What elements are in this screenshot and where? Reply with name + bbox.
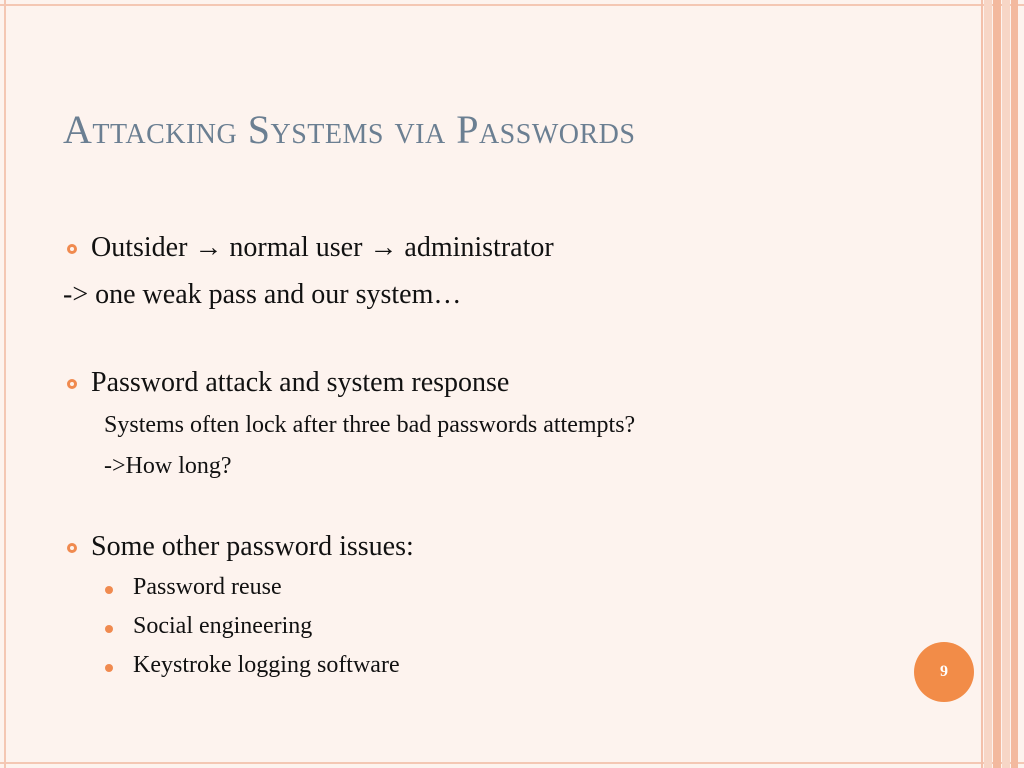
dot-bullet-icon	[105, 625, 113, 633]
bullet-text: -> one weak pass and our system…	[63, 279, 462, 310]
stripe	[984, 0, 992, 768]
page-number-badge	[914, 642, 974, 702]
bullet-text: ->How long?	[104, 453, 232, 479]
stripe	[993, 0, 1001, 768]
bullet-text: Password attack and system response	[91, 367, 510, 398]
stripe	[1011, 0, 1018, 768]
bullet-text: Password reuse	[133, 574, 282, 600]
decorative-stripes	[976, 0, 1024, 768]
slide-title: Attacking Systems via Passwords	[63, 107, 636, 152]
stripe	[1002, 0, 1010, 768]
frame-top-border	[0, 4, 1024, 6]
page-number: 9	[940, 663, 948, 680]
bullet-text: Social engineering	[133, 613, 313, 639]
ring-bullet-icon	[67, 543, 77, 553]
ring-bullet-icon	[67, 379, 77, 389]
ring-bullet-icon	[67, 244, 77, 254]
stripe	[981, 0, 983, 768]
sub-line	[104, 453, 232, 480]
frame-left-border	[4, 0, 6, 768]
dot-bullet-icon	[105, 664, 113, 672]
dot-bullet-icon	[105, 586, 113, 594]
bullet-text: Some other password issues:	[91, 531, 414, 562]
frame-bottom-border	[0, 762, 1024, 764]
bullet-text: Keystroke logging software	[133, 652, 400, 678]
bullet-text: Systems often lock after three bad passwords attempts?	[104, 412, 636, 438]
bullet-text: Outsider → normal user → administrator	[91, 232, 554, 263]
continuation-line	[63, 279, 461, 311]
sub-line	[104, 412, 635, 439]
